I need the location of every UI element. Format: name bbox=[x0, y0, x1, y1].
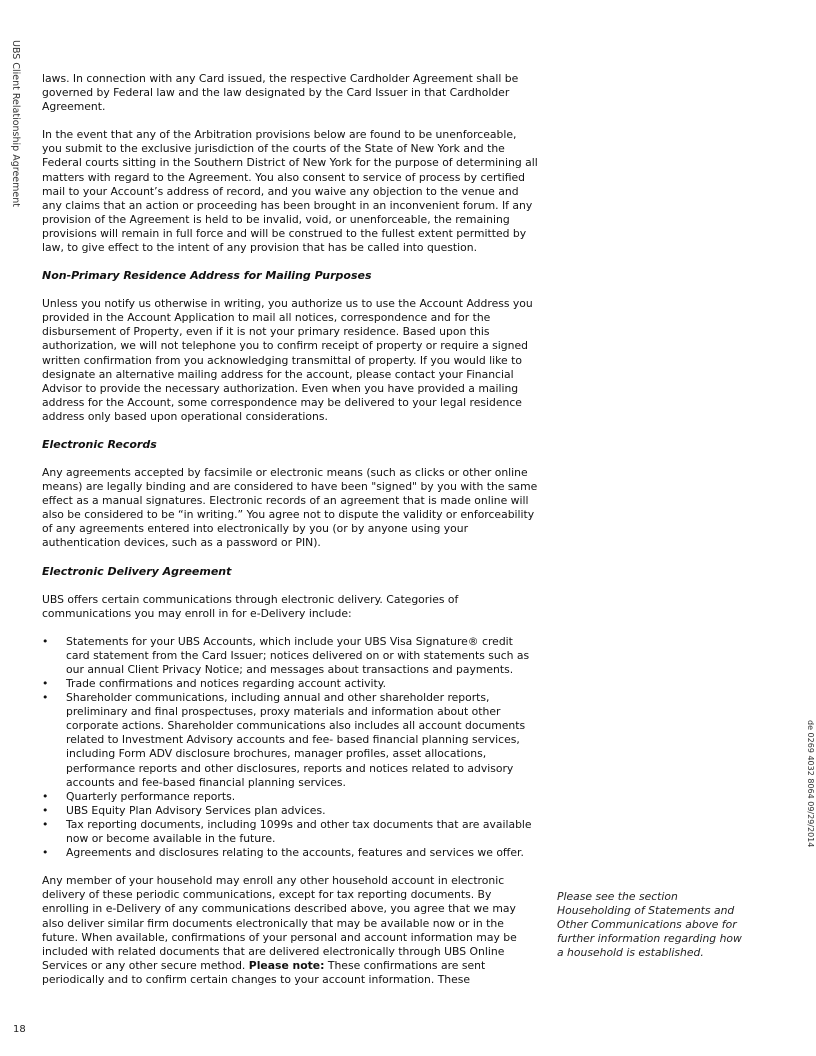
paragraph-mailing-address: Unless you notify us otherwise in writing, you authorize us to use the Account Address you provided in the Account Application to mail all notices, correspondence and for the disbursement of Property, even if it is not your primary residence. Based upon this authorization, we will not telephone you to confirm receipt of property or require a signed written confirmation from you acknowledging transmittal of property. If you would like to designate an alternative mailing address for the account, please contact your Financial Advisor to provide the necessary authorization. Even when you have provided a mailing address for the Account, some correspondence may be delivered to your legal residence address only based upon operational considerations. bbox=[42, 297, 533, 423]
bullet-glyph: • bbox=[42, 677, 49, 690]
page-number: 18 bbox=[13, 1024, 26, 1035]
list-item-text: Agreements and disclosures relating to the accounts, features and services we offer. bbox=[66, 846, 524, 860]
document-side-title: UBS Client Relationship Agreement bbox=[10, 40, 21, 207]
list-item-text: Quarterly performance reports. bbox=[66, 789, 236, 803]
main-content bbox=[42, 72, 539, 1001]
list-item-text: Shareholder communications, including annual and other shareholder reports, preliminary and final prospectuses, proxy materials and information about other corporate actions. Shareholder communications also includes all account documents related to Investment Advisory accounts and fee- based financial planning services, including Form ADV disclosure brochures, manager profiles, asset allocations, performance reports and other disclosures, reports and notices related to advisory accounts and fee-based financial planning services. bbox=[66, 691, 526, 789]
paragraph-jurisdiction: In the event that any of the Arbitration provisions below are found to be unenforceable, you submit to the exclusive jurisdiction of the courts of the State of New York and the Federal courts sitting in the Southern District of New York for the purpose of determining all matters with regard to the Agreement. You also consent to service of process by certified mail to your Account’s address of record, and you waive any objection to the venue and any claims that an action or proceeding has been brought in an inconvenient forum. If any provision of the Agreement is held to be invalid, void, or unenforceable, the remaining provisions will remain in full force and will be construed to the fullest extent permitted by law, to give effect to the intent of any provision that has be called into question. bbox=[42, 128, 538, 255]
heading-electronic-records: Electronic Records bbox=[42, 437, 157, 451]
list-item-text: Tax reporting documents, including 1099s and other tax documents that are available now or become available in the future. bbox=[66, 817, 532, 846]
bullet-glyph: • bbox=[42, 803, 49, 817]
list-item bbox=[42, 818, 539, 846]
household-text-start: Any member of your household may enroll any other household account in electronic delivery of these periodic communications, except for tax reporting documents. By enrolling in e-Delivery of any communications described above, you agree that we may also deliver similar firm documents electronically that may be available now or in the future. When available, confirmations of your personal and account information may be included with related documents that are delivered electronically through UBS Online Services or any other secure method. bbox=[42, 874, 517, 972]
paragraph-governing-law: laws. In connection with any Card issued, the respective Cardholder Agreement shall be governed by Federal law and the law designated by the Card Issuer in that Cardholder Agreement. bbox=[42, 72, 519, 114]
bullet-glyph: • bbox=[42, 634, 49, 648]
document-code: de 0269 4032 8064 09/29/2014 bbox=[806, 720, 815, 848]
bullet-glyph: • bbox=[42, 817, 49, 831]
list-item-text: Trade confirmations and notices regarding account activity. bbox=[66, 677, 387, 690]
please-note-label: Please note: bbox=[248, 958, 325, 972]
heading-electronic-delivery: Electronic Delivery Agreement bbox=[42, 564, 232, 578]
bullet-glyph: • bbox=[42, 789, 49, 803]
list-item bbox=[42, 804, 539, 818]
paragraph-electronic-records: Any agreements accepted by facsimile or electronic means (such as clicks or other online means) are legally binding and are considered to have been "signed" by you with the same effect as a manual signatures. Electronic records of an agreement that is made online will also be considered to be “in writing.” You agree not to dispute the validity or enforceability of any agreements entered into electronically by you (or by anyone using your authentication devices, such as a password or PIN). bbox=[42, 465, 538, 550]
list-item bbox=[42, 677, 539, 691]
list-item bbox=[42, 691, 539, 790]
list-item-text: Statements for your UBS Accounts, which include your UBS Visa Signature® credit card statement from the Card Issuer; notices delivered on or with statements such as our annual Client Privacy Notice; and messages about transactions and payments. bbox=[66, 634, 530, 676]
paragraph-delivery-intro: UBS offers certain communications through electronic delivery. Categories of communications you may enroll in for e-Delivery include: bbox=[42, 592, 459, 620]
paragraph-household-enrollment bbox=[42, 874, 539, 987]
margin-note-householding: Please see the section Householding of Statements and Other Communications above for further information regarding how a household is established. bbox=[557, 890, 742, 960]
bullet-glyph: • bbox=[42, 691, 49, 705]
household-text-end: These confirmations are sent periodically and to confirm certain changes to your account information. These bbox=[42, 958, 486, 986]
list-item-text: UBS Equity Plan Advisory Services plan advices. bbox=[66, 803, 326, 817]
list-item bbox=[42, 846, 539, 860]
bullet-glyph: • bbox=[42, 846, 49, 860]
list-item bbox=[42, 790, 539, 804]
delivery-categories-list bbox=[42, 635, 539, 861]
heading-mailing-address: Non-Primary Residence Address for Mailing Purposes bbox=[42, 269, 372, 283]
list-item bbox=[42, 635, 539, 677]
